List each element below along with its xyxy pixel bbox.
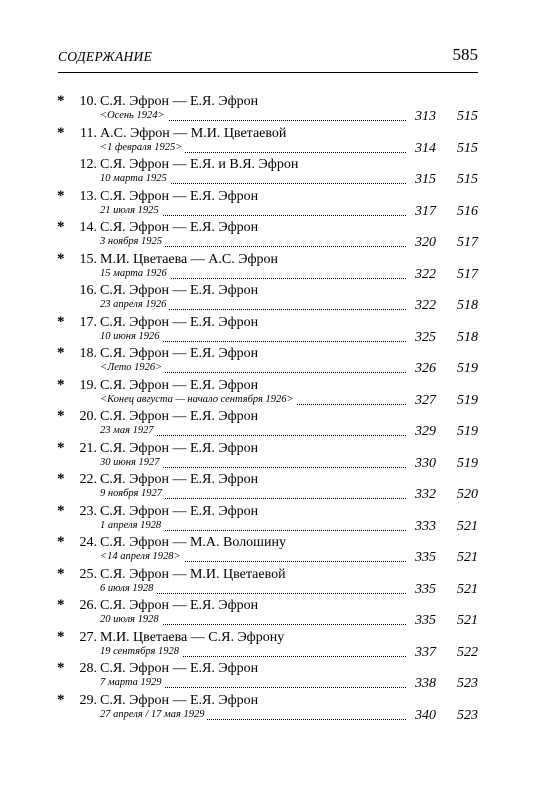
contents-entry: [0, 189, 537, 221]
entry-date-leader: [100, 173, 406, 187]
entry-date-leader: [100, 299, 406, 313]
entry-number: 25.: [79, 566, 97, 582]
contents-entry: [0, 409, 537, 441]
entry-notes-page: 519: [457, 424, 478, 439]
entry-number: 29.: [79, 692, 97, 708]
entry-date-leader: [100, 331, 406, 345]
entry-title: [78, 409, 258, 425]
contents-entry: [0, 630, 537, 662]
entry-number: 23.: [79, 503, 97, 519]
header-rule: [58, 72, 478, 73]
entry-text-page: 313: [415, 109, 436, 124]
entry-text-page: 338: [415, 676, 436, 691]
contents-entry: [0, 504, 537, 536]
entry-number: 12.: [79, 157, 97, 172]
contents-entry: [0, 94, 537, 126]
entry-notes-page: 522: [457, 644, 478, 660]
contents-entry: [0, 441, 537, 473]
entry-correspondents: С.Я. Эфрон — Е.Я. и В.Я. Эфрон: [100, 157, 299, 172]
contents-entry: [0, 346, 537, 378]
entry-date: 20 июля 1928: [100, 614, 162, 625]
entry-star-marker: *: [57, 628, 65, 645]
entry-text-page: 335: [415, 581, 436, 597]
entry-star-marker: *: [57, 345, 65, 361]
entry-number: 11.: [80, 125, 97, 141]
entry-date-leader: [100, 709, 406, 723]
contents-entry: [0, 472, 537, 504]
entry-notes-page: 523: [457, 676, 478, 691]
entry-text-page: 325: [415, 329, 436, 345]
entry-title: [78, 441, 258, 457]
entry-date-leader: [100, 394, 406, 408]
entry-title: [78, 661, 258, 677]
entry-notes-page: 517: [457, 235, 478, 250]
entry-title: [78, 693, 258, 709]
page-number: 585: [452, 45, 478, 64]
entry-date-leader: [100, 268, 406, 282]
entry-date: 10 марта 1925: [100, 173, 170, 184]
entry-date-leader: [100, 646, 406, 660]
entry-star-marker: *: [57, 502, 65, 519]
entry-date-leader: [100, 142, 406, 156]
entry-number: 24.: [79, 535, 97, 550]
entry-date-leader: [100, 677, 406, 691]
entry-title: [78, 346, 258, 362]
running-header-title: СОДЕРЖАНИЕ: [58, 49, 153, 64]
entry-correspondents: С.Я. Эфрон — Е.Я. Эфрон: [100, 692, 259, 708]
entry-star-marker: *: [57, 691, 65, 708]
entry-correspondents: С.Я. Эфрон — Е.Я. Эфрон: [100, 346, 259, 361]
entry-title: [78, 94, 258, 110]
entry-number: 28.: [79, 661, 97, 676]
entry-number: 21.: [79, 440, 97, 456]
entry-date: 3 ноября 1925: [100, 236, 165, 247]
entry-star-marker: *: [57, 250, 65, 267]
entry-notes-page: 521: [457, 581, 478, 597]
entry-date-leader: [100, 614, 406, 628]
entry-date: 10 июня 1926: [100, 331, 163, 342]
entry-title: [78, 189, 258, 205]
entry-correspondents: С.Я. Эфрон — Е.Я. Эфрон: [100, 503, 259, 519]
entry-text-page: 315: [415, 172, 436, 187]
entry-number: 26.: [79, 598, 97, 613]
entry-text-page: 335: [415, 550, 436, 565]
entry-number: 22.: [79, 472, 97, 487]
entry-notes-page: 521: [457, 613, 478, 628]
entry-notes-page: 519: [457, 392, 478, 408]
entry-number: 14.: [79, 220, 97, 235]
entry-number: 13.: [79, 188, 97, 204]
entry-date: 15 марта 1926: [100, 268, 170, 279]
entry-text-page: 333: [415, 518, 436, 534]
entry-date-leader: [100, 205, 406, 219]
entry-number: 16.: [79, 283, 97, 298]
entry-title: [78, 220, 258, 236]
entry-notes-page: 515: [457, 172, 478, 187]
entry-star-marker: *: [57, 187, 65, 204]
running-header: [58, 44, 478, 68]
entry-correspondents: С.Я. Эфрон — Е.Я. Эфрон: [100, 283, 259, 298]
entry-title: [78, 535, 286, 551]
entry-star-marker: *: [57, 565, 65, 582]
entry-date-leader: [100, 457, 406, 471]
entry-date: 19 сентября 1928: [100, 646, 182, 657]
contents-entry: [0, 378, 537, 410]
entry-date-leader: [100, 362, 406, 376]
entry-number: 20.: [79, 409, 97, 424]
entry-text-page: 337: [415, 644, 436, 660]
entry-star-marker: *: [57, 660, 65, 676]
entry-date: <1 февраля 1925>: [100, 142, 185, 153]
contents-entry: [0, 567, 537, 599]
entry-text-page: 327: [415, 392, 436, 408]
contents-entry: [0, 535, 537, 567]
entry-text-page: 340: [415, 707, 436, 723]
entry-text-page: 329: [415, 424, 436, 439]
contents-entry: [0, 252, 537, 284]
entry-text-page: 335: [415, 613, 436, 628]
entry-correspondents: С.Я. Эфрон — Е.Я. Эфрон: [100, 409, 259, 424]
entry-date: 30 июня 1927: [100, 457, 163, 468]
entry-correspondents: С.Я. Эфрон — М.И. Цветаевой: [100, 566, 286, 582]
entry-correspondents: С.Я. Эфрон — Е.Я. Эфрон: [100, 440, 259, 456]
entry-title: [78, 504, 258, 520]
entry-date: 23 мая 1927: [100, 425, 157, 436]
entry-star-marker: *: [57, 124, 65, 141]
entry-correspondents: С.Я. Эфрон — Е.Я. Эфрон: [100, 377, 259, 393]
entry-notes-page: 521: [457, 518, 478, 534]
entry-text-page: 317: [415, 203, 436, 219]
entry-date: 6 июля 1928: [100, 583, 156, 594]
entry-notes-page: 515: [457, 109, 478, 124]
entry-notes-page: 517: [457, 266, 478, 282]
entry-date: 23 апреля 1926: [100, 299, 169, 310]
entry-date: <14 апреля 1928>: [100, 551, 184, 562]
entry-correspondents: С.Я. Эфрон — Е.Я. Эфрон: [100, 598, 259, 613]
entry-date-leader: [100, 488, 406, 502]
entry-correspondents: С.Я. Эфрон — Е.Я. Эфрон: [100, 94, 259, 109]
entry-text-page: 322: [415, 298, 436, 313]
entry-date: 9 ноября 1927: [100, 488, 165, 499]
entry-date-leader: [100, 583, 406, 597]
entry-correspondents: С.Я. Эфрон — М.А. Волошину: [100, 535, 286, 550]
entry-notes-page: 519: [457, 455, 478, 471]
entry-date: <Лето 1926>: [100, 362, 165, 373]
entry-title: [78, 157, 298, 173]
entry-title: [78, 126, 286, 142]
entry-notes-page: 521: [457, 550, 478, 565]
entry-correspondents: А.С. Эфрон — М.И. Цветаевой: [100, 125, 287, 141]
entry-notes-page: 518: [457, 298, 478, 313]
entry-date-leader: [100, 236, 406, 250]
entry-text-page: 326: [415, 361, 436, 376]
entry-text-page: 314: [415, 140, 436, 156]
entry-star-marker: *: [57, 408, 65, 424]
entry-date: <Конец августа — начало сентября 1926>: [100, 394, 297, 405]
entry-notes-page: 515: [457, 140, 478, 156]
entry-notes-page: 518: [457, 329, 478, 345]
entry-date: 21 июля 1925: [100, 205, 162, 216]
entry-text-page: 320: [415, 235, 436, 250]
contents-entry: [0, 283, 537, 315]
entry-text-page: 332: [415, 487, 436, 502]
entry-star-marker: *: [57, 219, 65, 235]
entry-date-leader: [100, 110, 406, 124]
entry-date: <Осень 1924>: [100, 110, 168, 121]
entry-text-page: 330: [415, 455, 436, 471]
entry-title: [78, 472, 258, 488]
contents-entry: [0, 693, 537, 725]
contents-list: [0, 94, 537, 724]
entry-star-marker: *: [57, 597, 65, 613]
contents-entry: [0, 126, 537, 158]
entry-text-page: 322: [415, 266, 436, 282]
entry-star-marker: *: [57, 534, 65, 550]
entry-title: [78, 598, 258, 614]
entry-date: 7 марта 1929: [100, 677, 165, 688]
contents-entry: [0, 157, 537, 189]
entry-correspondents: С.Я. Эфрон — Е.Я. Эфрон: [100, 220, 259, 235]
entry-title: [78, 378, 258, 394]
entry-star-marker: *: [57, 471, 65, 487]
entry-star-marker: *: [57, 439, 65, 456]
entry-number: 10.: [79, 94, 97, 109]
entry-notes-page: 520: [457, 487, 478, 502]
contents-entry: [0, 220, 537, 252]
entry-star-marker: *: [57, 313, 65, 330]
entry-date-leader: [100, 425, 406, 439]
entry-star-marker: *: [57, 93, 65, 109]
entry-correspondents: С.Я. Эфрон — Е.Я. Эфрон: [100, 472, 259, 487]
entry-title: [78, 315, 258, 331]
entry-title: [78, 252, 278, 268]
entry-date: 27 апреля / 17 мая 1929: [100, 709, 207, 720]
entry-date: 1 апреля 1928: [100, 520, 164, 531]
entry-correspondents: С.Я. Эфрон — Е.Я. Эфрон: [100, 661, 259, 676]
contents-entry: [0, 598, 537, 630]
entry-date-leader: [100, 520, 406, 534]
entry-number: 19.: [79, 377, 97, 393]
entry-notes-page: 519: [457, 361, 478, 376]
entry-number: 17.: [79, 314, 97, 330]
entry-number: 15.: [79, 251, 97, 267]
entry-title: [78, 630, 284, 646]
entry-correspondents: С.Я. Эфрон — Е.Я. Эфрон: [100, 314, 259, 330]
entry-number: 27.: [79, 629, 97, 645]
entry-number: 18.: [79, 346, 97, 361]
entry-date-leader: [100, 551, 406, 565]
entry-correspondents: М.И. Цветаева — А.С. Эфрон: [100, 251, 279, 267]
entry-notes-page: 516: [457, 203, 478, 219]
contents-entry: [0, 661, 537, 693]
entry-title: [78, 567, 286, 583]
contents-entry: [0, 315, 537, 347]
entry-title: [78, 283, 258, 299]
entry-correspondents: М.И. Цветаева — С.Я. Эфрону: [100, 629, 285, 645]
entry-notes-page: 523: [457, 707, 478, 723]
entry-star-marker: *: [57, 376, 65, 393]
entry-correspondents: С.Я. Эфрон — Е.Я. Эфрон: [100, 188, 259, 204]
